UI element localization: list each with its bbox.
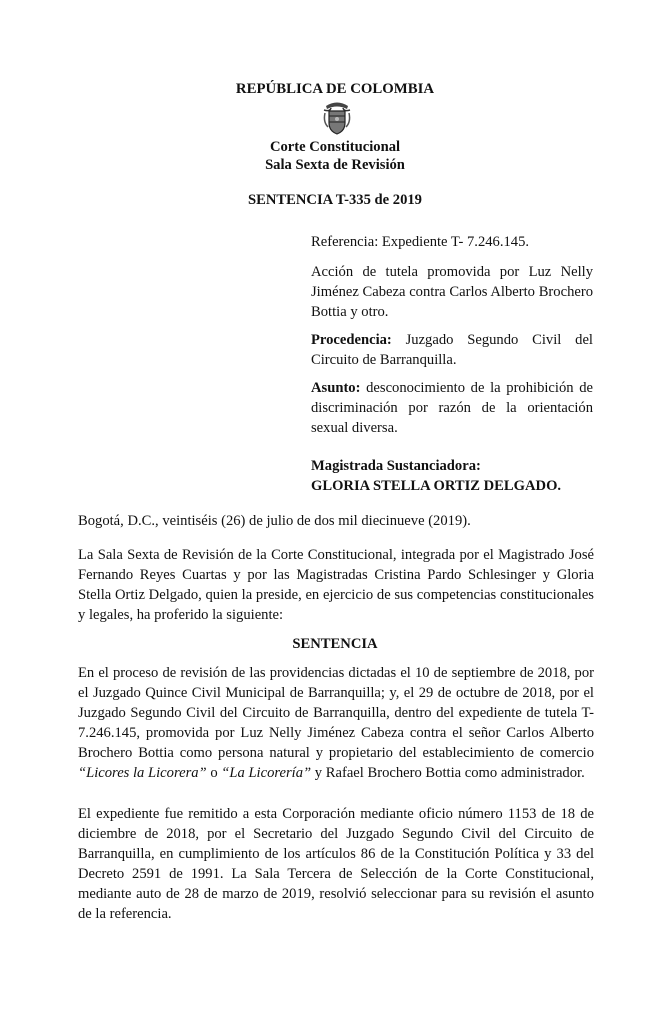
date-line: Bogotá, D.C., veintiséis (26) de julio de dos mil diecinueve (2019).: [78, 513, 471, 529]
process-text-2: y Rafael Brochero Bottia como administrador.: [311, 765, 585, 781]
magistrada-label: Magistrada Sustanciadora:: [311, 458, 481, 474]
expediente-paragraph: El expediente fue remitido a esta Corporación mediante oficio número 1153 de 18 de diciembre de 2018, por el Secretario del Juzgado Segundo Civil del Circuito de Barranquilla, en cumplimiento de los artículos 86 de la Constitución Política y 33 del Decreto 2591 de 1991. La Sala Tercera de Selección de la Corte Constitucional, mediante auto de 28 de marzo de 2019, resolvió seleccionar para su revisión el asunto de la referencia.: [78, 806, 594, 922]
sentencia-heading: SENTENCIA: [292, 636, 378, 652]
asunto-text: desconocimiento de la prohibición de discriminación por razón de la orientación sexual diversa.: [311, 380, 593, 436]
procedencia-text: Juzgado Segundo Civil del Circuito de Barranquilla.: [311, 332, 593, 368]
asunto-label: Asunto:: [311, 380, 361, 396]
procedencia-label: Procedencia:: [311, 332, 392, 348]
process-italic-2: “La Licorería”: [221, 765, 312, 781]
chamber-name: Sala Sexta de Revisión: [265, 157, 405, 173]
reference-line: Referencia: Expediente T- 7.246.145.: [311, 234, 530, 250]
process-text-1: En el proceso de revisión de las providencias dictadas el 10 de septiembre de 2018, por el Juzgado Quince Civil Municipal de Barranquilla; y, el 29 de octubre de 2018, por el Juzgado Segundo Civil del Circuito de Barranquilla, dentro del expediente de tutela T-7.246.145, promovida por Luz Nelly Jiménez Cabeza contra el señor Carlos Alberto Brochero Bottia como persona natural y propietario del establecimiento de comercio: [78, 665, 594, 761]
asunto-block: [311, 378, 593, 438]
action-description: Acción de tutela promovida por Luz Nelly Jiménez Cabeza contra Carlos Alberto Brochero Bottia y otro.: [311, 264, 593, 320]
procedencia-block: [311, 330, 593, 370]
country-heading: REPÚBLICA DE COLOMBIA: [235, 81, 435, 97]
colombia-coat-of-arms-icon: [322, 100, 352, 136]
court-name: Corte Constitucional: [269, 139, 401, 155]
process-paragraph: [78, 663, 594, 783]
process-italic-1: “Licores la Licorera”: [78, 765, 207, 781]
sentence-title: SENTENCIA T-335 de 2019: [248, 192, 422, 208]
process-text-mid: o: [206, 765, 222, 781]
magistrada-block: [311, 456, 593, 496]
magistrada-name: GLORIA STELLA ORTIZ DELGADO.: [311, 478, 562, 494]
intro-paragraph: La Sala Sexta de Revisión de la Corte Constitucional, integrada por el Magistrado José Fernando Reyes Cuartas y por las Magistradas Cristina Pardo Schlesinger y Gloria Stella Ortiz Delgado, quien la preside, en ejercicio de sus competencias constitucionales y legales, ha proferido la siguiente:: [78, 547, 594, 623]
